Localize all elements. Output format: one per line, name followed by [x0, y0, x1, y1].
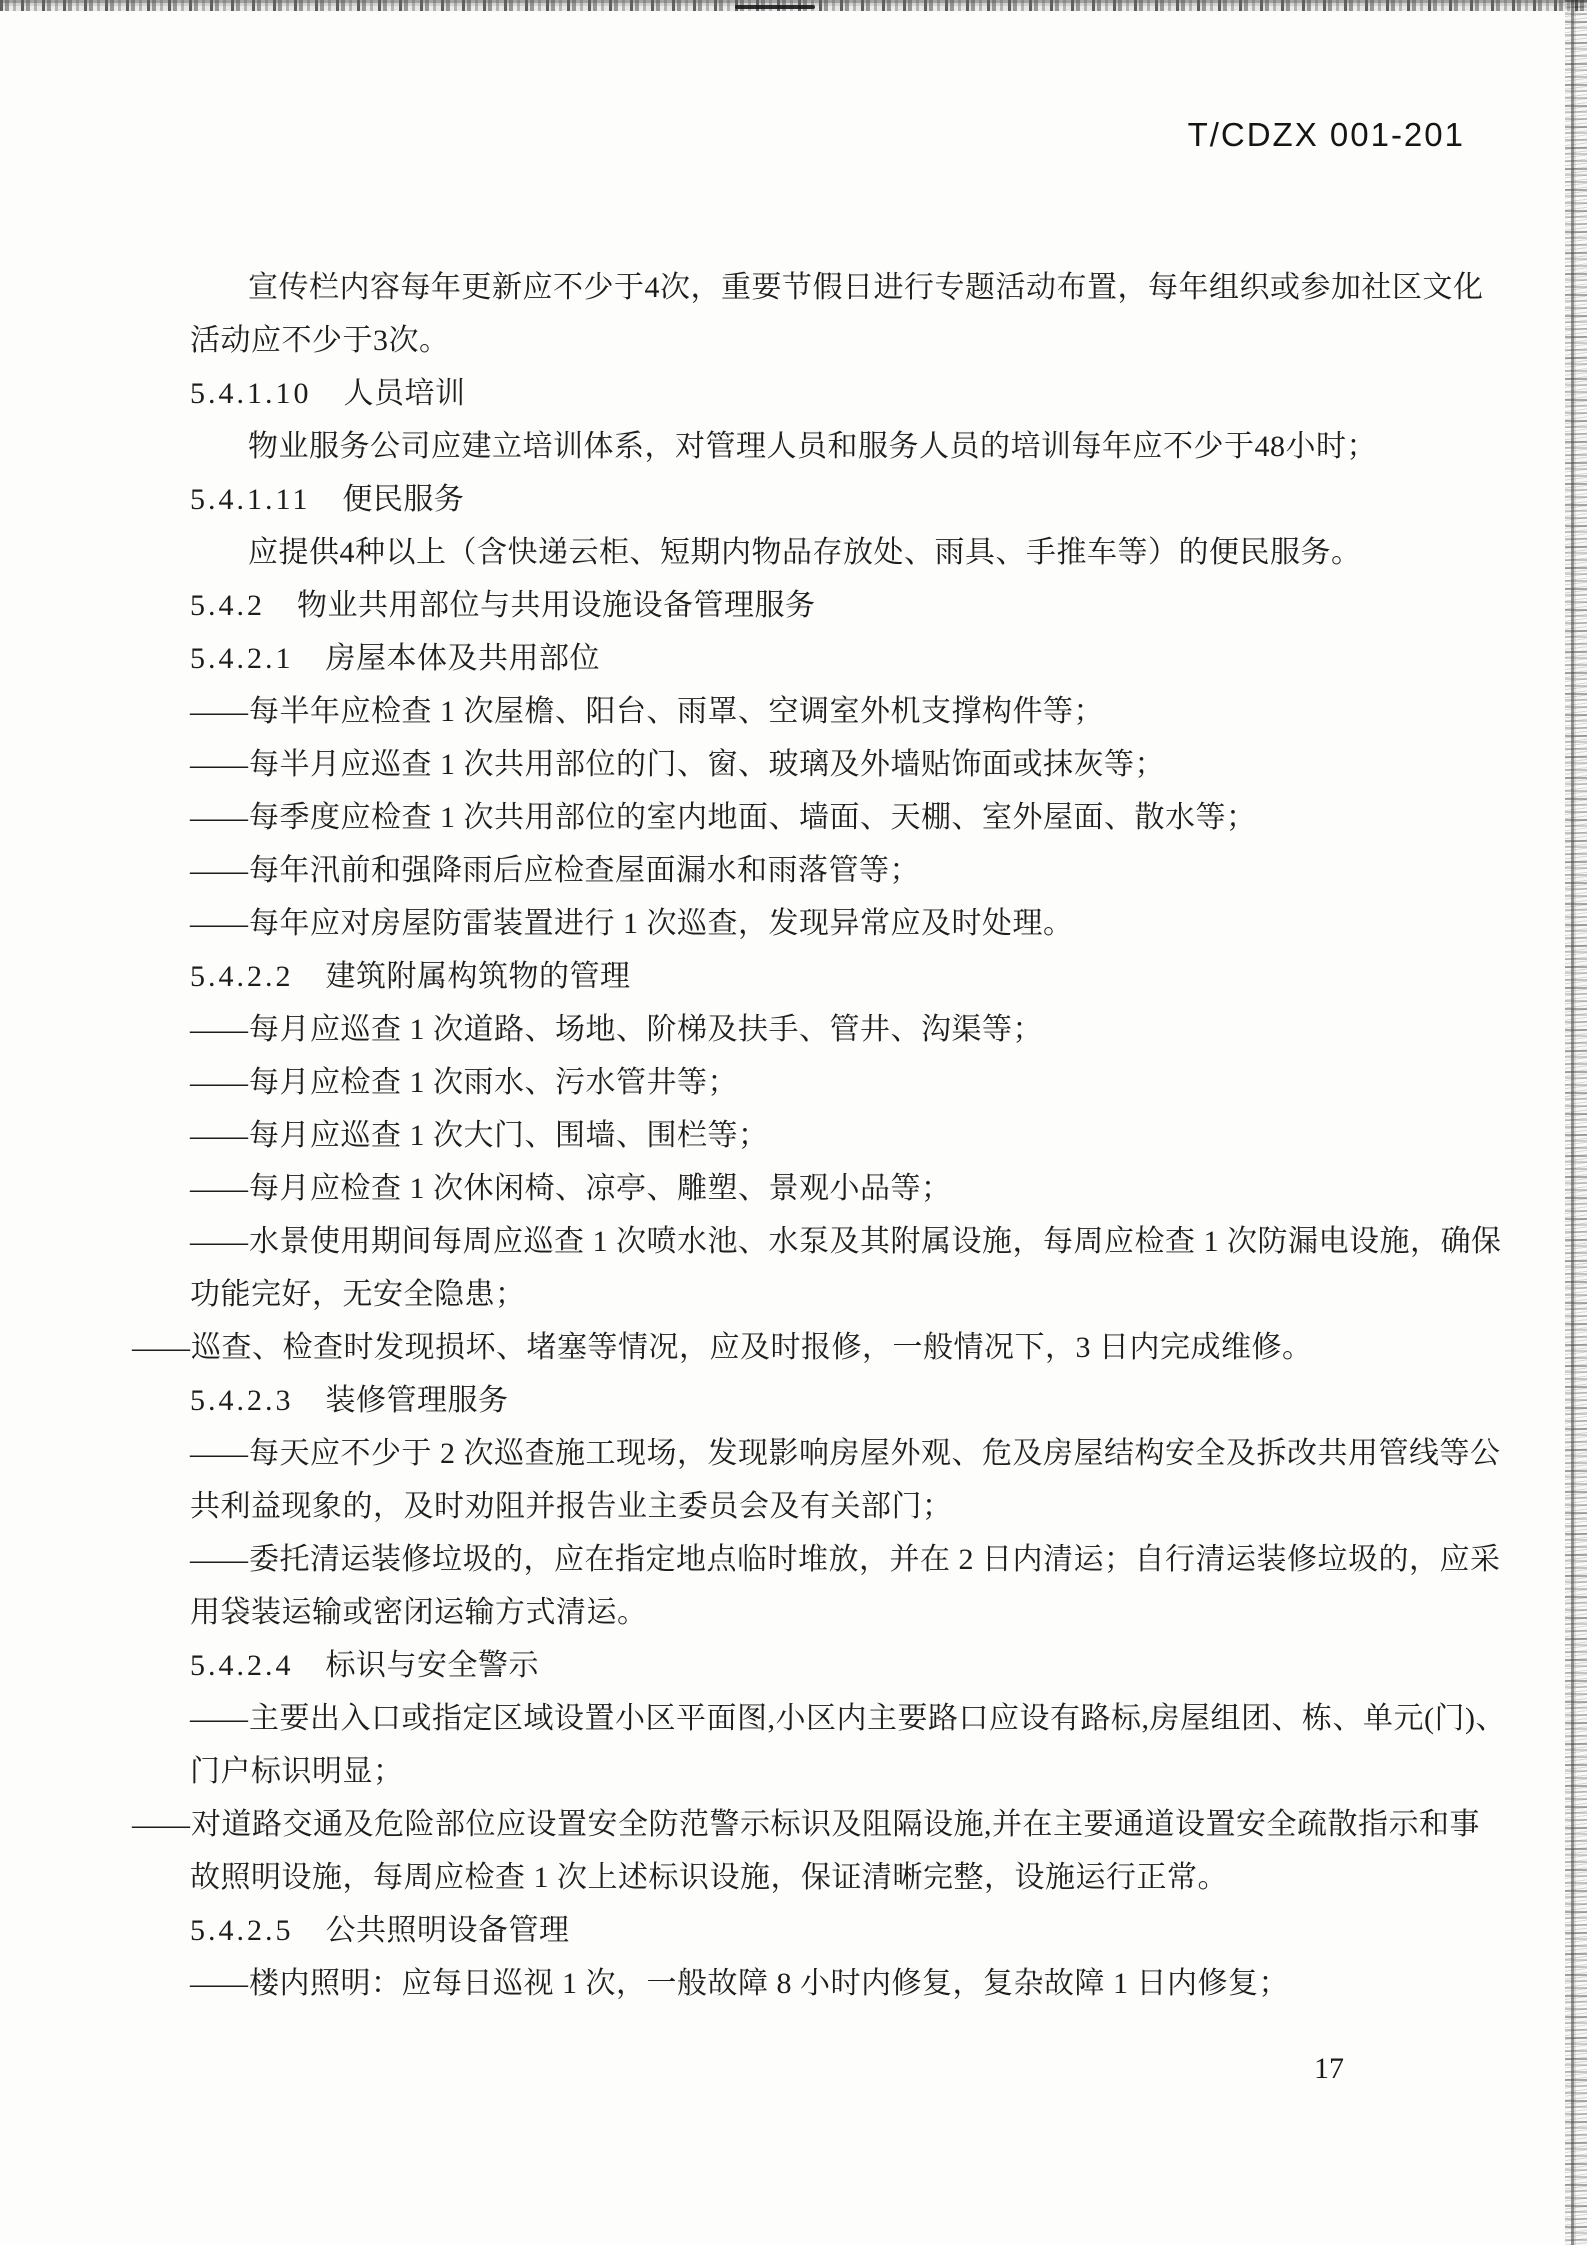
- section-number: 5.4.1.10: [190, 377, 312, 410]
- line-text: 活动应不少于3次。: [190, 324, 450, 357]
- em-dash: ——: [190, 1225, 246, 1258]
- section-title: 人员培训: [343, 377, 466, 410]
- section-number: 5.4.2.5: [190, 1914, 294, 1947]
- em-dash: ——: [190, 1013, 246, 1046]
- section-title: 公共照明设备管理: [325, 1914, 570, 1947]
- text-line: [190, 1480, 1480, 1533]
- page-number: 17: [1314, 2052, 1344, 2085]
- text-line: [190, 1851, 1480, 1904]
- section-title: 房屋本体及共用部位: [325, 642, 600, 675]
- em-dash: ——: [190, 1967, 246, 2000]
- em-dash: ——: [190, 801, 246, 834]
- text-line: [190, 420, 1480, 473]
- text-line: [190, 1957, 1480, 2010]
- text-line: [190, 1215, 1502, 1268]
- text-line: [190, 685, 1480, 738]
- text-line: [190, 1745, 1480, 1798]
- line-text: 每月应检查 1 次雨水、污水管井等；: [249, 1066, 738, 1099]
- line-text: 巡查、检查时发现损坏、堵塞等情况，应及时报修，一般情况下，3 日内完成维修。: [191, 1331, 1313, 1364]
- document-code: T/CDZX 001-201: [1187, 116, 1465, 153]
- em-dash: ——: [190, 907, 246, 940]
- section-number: 5.4.1.11: [190, 483, 311, 516]
- line-text: 委托清运装修垃圾的，应在指定地点临时堆放，并在 2 日内清运；自行清运装修垃圾的，应采: [249, 1543, 1501, 1576]
- line-text: 每月应巡查 1 次大门、围墙、围栏等；: [249, 1119, 769, 1152]
- section-heading: [190, 1639, 1480, 1692]
- line-text: 主要出入口或指定区域设置小区平面图,小区内主要路口应设有路标,房屋组团、栋、单元(门)、: [249, 1702, 1506, 1735]
- line-text: 每月应巡查 1 次道路、场地、阶梯及扶手、管井、沟渠等；: [249, 1013, 1043, 1046]
- section-heading: [190, 579, 1480, 632]
- text-line: [190, 1056, 1480, 1109]
- section-number: 5.4.2.3: [190, 1384, 294, 1417]
- em-dash: ——: [190, 1702, 246, 1735]
- scan-noise-top-dash: [735, 5, 815, 9]
- line-text: 功能完好，无安全隐患；: [190, 1278, 526, 1311]
- line-text: 水景使用期间每周应巡查 1 次喷水池、水泵及其附属设施，每周应检查 1 次防漏电设施，确保: [249, 1225, 1502, 1258]
- em-dash: ——: [190, 748, 246, 781]
- text-line: [190, 261, 1484, 314]
- section-heading: [190, 1904, 1480, 1957]
- em-dash: ——: [190, 854, 246, 887]
- line-text: 应提供4种以上（含快递云柜、短期内物品存放处、雨具、手推车等）的便民服务。: [248, 536, 1362, 569]
- em-dash: ——: [190, 695, 246, 728]
- line-text: 宣传栏内容每年更新应不少于4次，重要节假日进行专题活动布置，每年组织或参加社区文化: [248, 271, 1484, 304]
- section-number: 5.4.2: [190, 589, 265, 622]
- text-line: [190, 791, 1480, 844]
- text-line: [190, 1268, 1480, 1321]
- text-line: [132, 1321, 1480, 1374]
- section-number: 5.4.2.1: [190, 642, 294, 675]
- section-heading: [190, 473, 1480, 526]
- section-number: 5.4.2.4: [190, 1649, 294, 1682]
- line-text: 每半年应检查 1 次屋檐、阳台、雨罩、空调室外机支撑构件等；: [249, 695, 1104, 728]
- text-line: [132, 1798, 1480, 1851]
- line-text: 对道路交通及危险部位应设置安全防范警示标识及阻隔设施,并在主要通道设置安全疏散指示和事: [191, 1808, 1480, 1841]
- text-line: [190, 1533, 1501, 1586]
- line-text: 每年汛前和强降雨后应检查屋面漏水和雨落管等；: [249, 854, 920, 887]
- section-heading: [190, 1374, 1480, 1427]
- text-line: [190, 1692, 1506, 1745]
- line-text: 故照明设施，每周应检查 1 次上述标识设施，保证清晰完整，设施运行正常。: [190, 1861, 1228, 1894]
- line-text: 楼内照明：应每日巡视 1 次，一般故障 8 小时内修复，复杂故障 1 日内修复；: [249, 1967, 1289, 2000]
- line-text: 每半月应巡查 1 次共用部位的门、窗、玻璃及外墙贴饰面或抹灰等；: [249, 748, 1165, 781]
- text-line: [190, 738, 1480, 791]
- text-line: [190, 1109, 1480, 1162]
- text-line: [190, 1162, 1480, 1215]
- line-text: 每季度应检查 1 次共用部位的室内地面、墙面、天棚、室外屋面、散水等；: [249, 801, 1257, 834]
- text-line: [190, 1427, 1501, 1480]
- text-line: [190, 314, 1480, 367]
- line-text: 物业服务公司应建立培训体系，对管理人员和服务人员的培训每年应不少于48小时；: [248, 430, 1377, 463]
- section-title: 标识与安全警示: [325, 1649, 539, 1682]
- section-heading: [190, 950, 1480, 1003]
- section-title: 便民服务: [342, 483, 465, 516]
- section-heading: [190, 367, 1480, 420]
- text-line: [190, 526, 1480, 579]
- em-dash: ——: [190, 1543, 246, 1576]
- text-line: [190, 897, 1480, 950]
- line-text: 共利益现象的，及时劝阻并报告业主委员会及有关部门；: [190, 1490, 953, 1523]
- section-title: 建筑附属构筑物的管理: [325, 960, 631, 993]
- em-dash: ——: [132, 1331, 188, 1364]
- text-line: [190, 1586, 1480, 1639]
- line-text: 每月应检查 1 次休闲椅、凉亭、雕塑、景观小品等；: [249, 1172, 952, 1205]
- em-dash: ——: [190, 1119, 246, 1152]
- section-title: 物业共用部位与共用设施设备管理服务: [297, 589, 816, 622]
- text-line: [190, 844, 1480, 897]
- line-text: 每年应对房屋防雷装置进行 1 次巡查，发现异常应及时处理。: [249, 907, 1074, 940]
- section-title: 装修管理服务: [325, 1384, 509, 1417]
- em-dash: ——: [190, 1172, 246, 1205]
- section-number: 5.4.2.2: [190, 960, 294, 993]
- line-text: 门户标识明显；: [190, 1755, 404, 1788]
- line-text: 用袋装运输或密闭运输方式清运。: [190, 1596, 648, 1629]
- em-dash: ——: [132, 1808, 188, 1841]
- scan-noise-right-edge: [1565, 0, 1587, 2245]
- line-text: 每天应不少于 2 次巡查施工现场，发现影响房屋外观、危及房屋结构安全及拆改共用管线等公: [249, 1437, 1501, 1470]
- section-heading: [190, 632, 1480, 685]
- text-line: [190, 1003, 1480, 1056]
- em-dash: ——: [190, 1066, 246, 1099]
- document-body: [132, 261, 1506, 2010]
- em-dash: ——: [190, 1437, 246, 1470]
